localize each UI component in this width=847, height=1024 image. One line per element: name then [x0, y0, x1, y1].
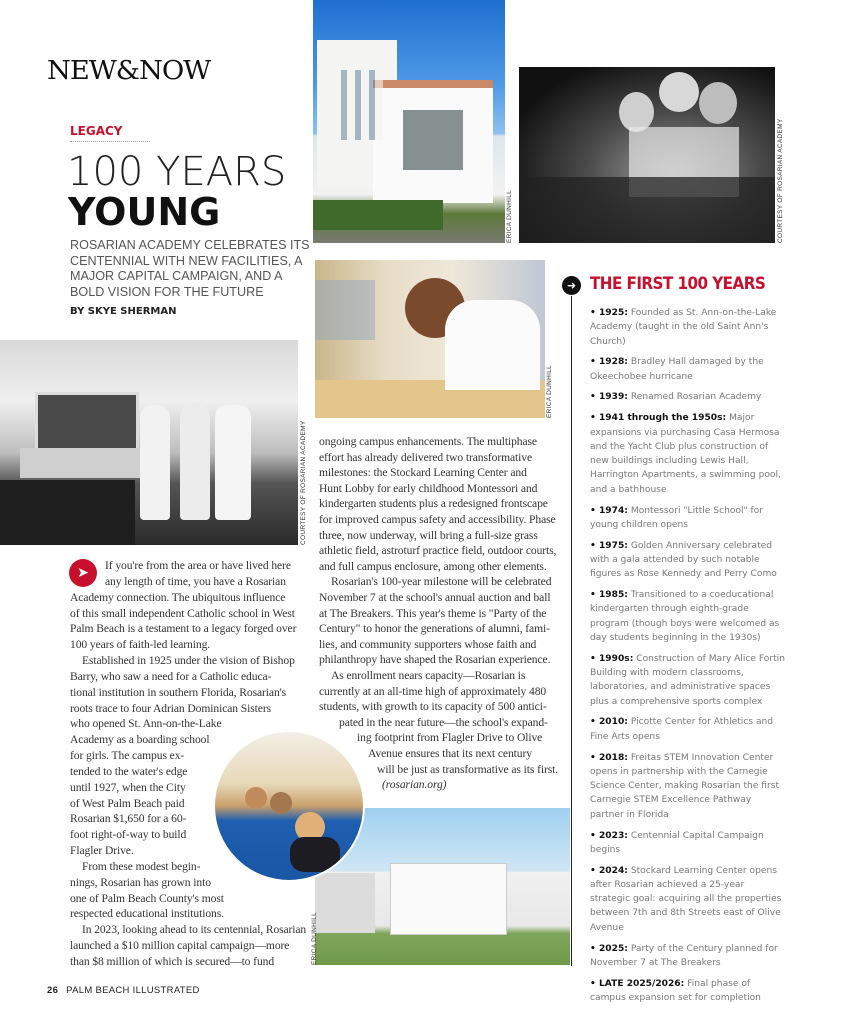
bullet-icon: •	[590, 943, 599, 954]
body-text-line: roots trace to four Adrian Dominican Sisters	[70, 701, 272, 715]
body-text-line: 100 years of faith-led learning.	[70, 638, 211, 652]
photo-school-building	[313, 0, 505, 243]
timeline-text: Renamed Rosarian Academy	[630, 392, 762, 403]
byline: BY SKYE SHERMAN	[70, 306, 177, 317]
body-text-line: Academy as a boarding school	[70, 733, 210, 747]
timeline-item	[590, 539, 785, 582]
body-text-line: Avenue ensures that its next century	[368, 747, 532, 760]
bullet-icon: •	[590, 752, 599, 763]
timeline-year: 1928:	[598, 357, 628, 368]
bullet-icon: •	[590, 590, 599, 601]
timeline-item	[590, 751, 785, 822]
headline-line-1: 100 YEARS	[67, 149, 287, 195]
timeline-year: 1990s:	[598, 653, 634, 664]
timeline-item	[590, 355, 785, 384]
timeline-item	[590, 504, 785, 533]
body-text-line: kindergarten students plus a redesigned frontscape	[319, 497, 548, 511]
timeline-year: 1925:	[598, 308, 628, 318]
body-text-line: of West Palm Beach paid	[70, 796, 185, 810]
timeline-item	[590, 588, 785, 645]
timeline-title: THE FIRST 100 YEARS	[590, 274, 766, 293]
photo-credit: COURTESY OF ROSARIAN ACADEMY	[777, 118, 784, 243]
body-text-line: Barry, who saw a need for a Catholic educa-	[70, 669, 272, 683]
body-text-line: tended to the water's edge	[70, 764, 188, 778]
body-text-line: for improved campus safety and accessibility. Phase	[319, 513, 556, 526]
body-text-line: any length of time, you have a Rosarian	[105, 574, 286, 588]
timeline-text: Transitioned to a coeducational kindergarten through eighth-grade program (though boys were welcomed as day students beginning in the 1930s)	[590, 590, 780, 643]
bullet-icon: •	[590, 392, 599, 403]
body-text-line: effort has already delivered two transformative	[319, 450, 533, 464]
timeline-text: Stockard Learning Center opens after Rosarian achieved a 25-year strategic goal: acquiring all the properties between 7th and 8th Streets east of Olive Avenue	[590, 865, 782, 933]
photo-credit: ERICA DUNHILL	[311, 911, 318, 965]
bullet-icon: •	[590, 865, 599, 876]
bullet-icon: •	[590, 308, 599, 318]
body-text-line: ing footprint from Flagler Drive to Olive	[357, 731, 543, 745]
kicker: LEGACY	[70, 124, 123, 138]
timeline-text: Party of the Century planned for November 7 at The Breakers	[590, 943, 778, 968]
timeline-item	[590, 411, 785, 497]
timeline-year: 2018:	[598, 752, 628, 763]
timeline-year: 1975:	[598, 540, 628, 551]
dek-block	[70, 238, 315, 317]
timeline-year: 1941 through the 1950s:	[598, 413, 727, 424]
body-text-line: Established in 1925 under the vision of Bishop	[82, 654, 295, 668]
body-text-line: launched a $10 million capital campaign—more	[70, 939, 290, 953]
body-text-line: Flagler Drive.	[70, 844, 134, 858]
timeline-year: LATE 2025/2026:	[598, 978, 685, 989]
body-text-line: tional institution in southern Florida, Rosarian's	[70, 685, 287, 699]
body-text-line: foot right-of-way to build	[70, 828, 187, 842]
body-text-line: Palm Beach is a testament to a legacy forged over	[70, 622, 297, 636]
bullet-icon: •	[590, 978, 599, 989]
body-text-line: currently at an all-time high of approximately 480	[319, 684, 547, 698]
photo-historic-sign	[0, 340, 298, 545]
timeline-year: 1974:	[598, 505, 628, 516]
timeline-item	[590, 864, 785, 935]
timeline-text: Major expansions via purchasing Casa Hermosa and the Yacht Club plus construction of new buildings including Lewis Hall, Harrington Apartments, a swimming pool, and a bathhouse	[590, 413, 781, 495]
body-text-line: milestones: the Stockard Learning Center and	[319, 466, 527, 480]
body-text-line: If you're from the area or have lived here	[105, 559, 291, 572]
body-text-line: than $8 million of which is secured—to fund	[70, 955, 275, 968]
body-text-line: Century" to honor the generations of alumni, fami-	[319, 622, 550, 636]
timeline-year: 1985:	[598, 590, 628, 601]
arrow-right-icon: ➜	[562, 276, 581, 295]
body-text-line: (rosarian.org)	[382, 778, 447, 792]
kicker-divider	[70, 141, 150, 142]
body-text-line: for girls. The campus ex-	[70, 749, 185, 763]
body-text-line: athletic field, astroturf practice field, outdoor courts,	[319, 544, 557, 558]
photo-credit: ERICA DUNHILL	[546, 364, 553, 418]
body-text-line: pated in the near future—the school's expand-	[339, 715, 548, 729]
body-text-line: one of Palm Beach County's most	[70, 891, 224, 905]
bullet-icon: •	[590, 717, 599, 728]
timeline-text: Bradley Hall damaged by the Okeechobee hurricane	[590, 357, 764, 382]
timeline-text: Centennial Capital Campaign begins	[590, 830, 764, 855]
headline	[67, 149, 307, 234]
article-start-arrow-icon: ➤	[69, 559, 97, 587]
bullet-icon: •	[590, 505, 599, 516]
photo-classroom-girl	[315, 260, 545, 418]
bullet-icon: •	[590, 357, 599, 368]
photo-credit: ERICA DUNHILL	[506, 189, 513, 243]
body-text-line: Rosarian's 100-year milestone will be celebrated	[331, 575, 552, 589]
timeline-item	[590, 942, 785, 971]
timeline-text: Construction of Mary Alice Fortin Building with modern classrooms, laboratories, and administrative spaces plus a comprehensive sports complex	[590, 653, 785, 707]
body-text-line: From these modest begin-	[82, 859, 201, 873]
body-text-line: of this small independent Catholic school in West	[70, 606, 295, 620]
timeline-year: 2025:	[598, 943, 628, 954]
timeline-divider	[571, 296, 572, 966]
timeline-list	[590, 306, 785, 1012]
body-text-line: ongoing campus enhancements. The multiphase	[319, 435, 537, 448]
page-footer	[47, 985, 200, 996]
timeline-item	[590, 829, 785, 858]
body-text-line: Academy connection. The ubiquitous influence	[70, 590, 286, 604]
page-number: 26	[47, 985, 59, 996]
body-text-line: until 1927, when the City	[70, 780, 186, 794]
body-text-line: Rosarian $1,650 for a 60-	[70, 812, 187, 826]
timeline-year: 1939:	[598, 392, 628, 403]
photo-historic-students	[519, 67, 775, 243]
body-text-line: respected educational institutions.	[70, 907, 224, 921]
photo-credit: COURTESY OF ROSARIAN ACADEMY	[300, 420, 307, 545]
body-text-line: philanthropy have shaped the Rosarian experience.	[319, 653, 551, 667]
timeline-year: 2010:	[598, 717, 628, 728]
timeline-item	[590, 390, 785, 404]
body-text-line: students, with growth to its capacity of 500 antici-	[319, 700, 547, 714]
timeline-item	[590, 652, 785, 709]
timeline-text: Final phase of campus expansion set for completion	[590, 978, 761, 1003]
body-text-line: who opened St. Ann-on-the-Lake	[70, 717, 222, 731]
body-text-line: lies, and community supporters whose faith and	[319, 637, 537, 651]
headline-line-2: YOUNG	[68, 190, 221, 234]
publication-name: PALM BEACH ILLUSTRATED	[66, 985, 200, 996]
body-text-line: nings, Rosarian has grown into	[70, 875, 211, 889]
subheadline: ROSARIAN ACADEMY CELEBRATES ITS CENTENNIAL WITH NEW FACILITIES, A MAJOR CAPITAL CAMPAIGN, AND A BOLD VISION FOR THE FUTURE	[70, 238, 310, 299]
timeline-item	[590, 306, 785, 349]
body-text-line: In 2023, looking ahead to its centennial, Rosarian	[82, 923, 307, 937]
body-text-line: November 7 at the school's annual auction and ball	[319, 591, 551, 604]
body-text-line: and full campus enclosure, among other elements.	[319, 559, 547, 573]
body-text-line: at The Breakers. This year's theme is "Party of the	[319, 606, 547, 620]
bullet-icon: •	[590, 540, 599, 551]
body-text-line: Hunt Lobby for early childhood Montessori and	[319, 481, 538, 495]
bullet-icon: •	[590, 830, 599, 841]
timeline-item	[590, 715, 785, 744]
timeline-text: Montessori "Little School" for young children opens	[590, 505, 764, 530]
timeline-year: 2024:	[598, 865, 628, 876]
section-masthead: NEW&NOW	[47, 56, 211, 86]
photo-montessori-circle	[213, 730, 365, 882]
body-text-line: will be just as transformative as its first.	[377, 762, 559, 776]
timeline-text: Founded as St. Ann-on-the-Lake Academy (taught in the old Saint Ann's Church)	[590, 308, 777, 347]
body-text-line: three, now underway, will bring a full-size grass	[319, 528, 538, 542]
timeline-item	[590, 977, 785, 1006]
timeline-text: Picotte Center for Athletics and Fine Arts opens	[590, 717, 774, 742]
bullet-icon: •	[590, 413, 599, 424]
timeline-text: Golden Anniversary celebrated with a gala attended by such notable figures as Rose Kennedy and Perry Como	[590, 540, 777, 580]
body-text-line: As enrollment nears capacity—Rosarian is	[331, 669, 526, 682]
timeline-year: 2023:	[598, 830, 628, 841]
timeline-text: Freitas STEM Innovation Center opens in partnership with the Carnegie Science Center, making Rosarian the first Carnegie STEM Excellence Pathway partner in Florida	[590, 752, 780, 820]
bullet-icon: •	[590, 653, 599, 664]
